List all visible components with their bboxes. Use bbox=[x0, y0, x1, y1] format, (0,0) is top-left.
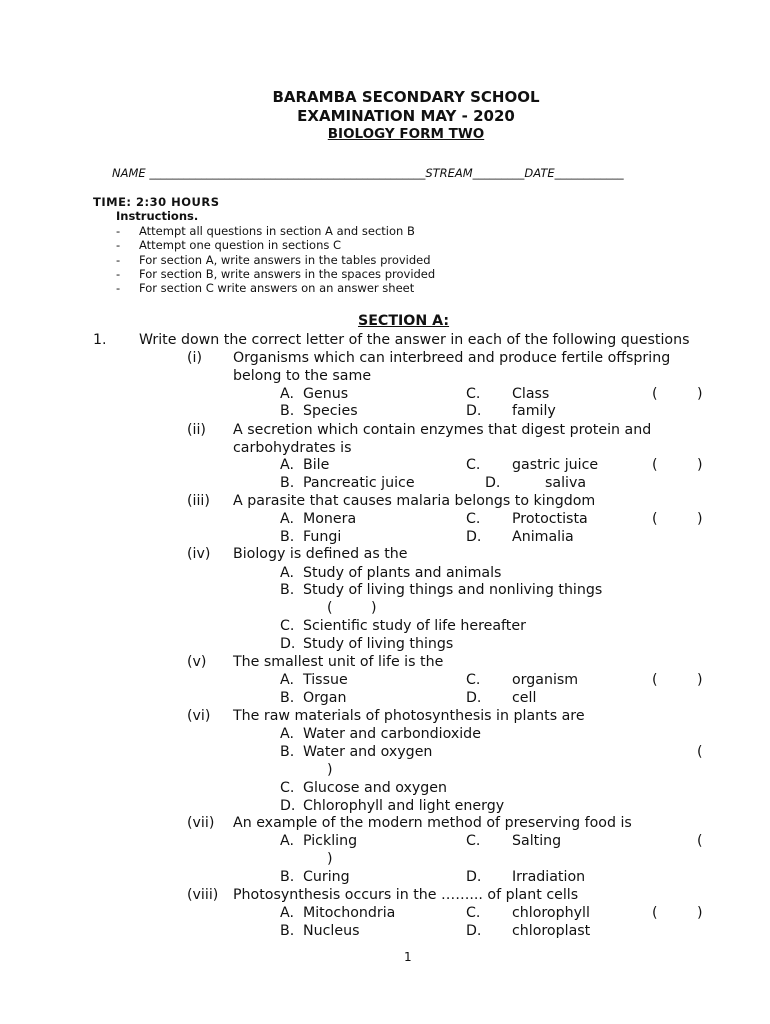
item-stem: carbohydrates is bbox=[233, 440, 352, 456]
option-text: Study of living things and nonliving things bbox=[303, 582, 603, 598]
instruction-item: For section B, write answers in the spaces provided bbox=[139, 267, 436, 281]
item-stem: Photosynthesis occurs in the ……... of plant cells bbox=[233, 887, 579, 903]
option-letter: D. bbox=[466, 529, 482, 545]
answer-paren-open: ( bbox=[652, 386, 658, 402]
option-text: Fungi bbox=[303, 529, 342, 545]
option-letter: C. bbox=[466, 905, 481, 921]
answer-paren-open: ( bbox=[697, 833, 703, 849]
instruction-bullet: - bbox=[116, 281, 121, 295]
option-letter: C. bbox=[466, 833, 481, 849]
option-letter: A. bbox=[280, 565, 294, 581]
item-stem: A parasite that causes malaria belongs to kingdom bbox=[233, 493, 596, 509]
item-stem: belong to the same bbox=[233, 368, 372, 384]
item-stem: The smallest unit of life is the bbox=[233, 654, 444, 670]
option-text: Pancreatic juice bbox=[303, 475, 415, 491]
instruction-bullet: - bbox=[116, 267, 121, 281]
option-letter: B. bbox=[280, 403, 295, 419]
exam-title: EXAMINATION MAY - 2020 bbox=[297, 107, 515, 125]
instructions-title: Instructions. bbox=[116, 209, 199, 223]
option-letter: D. bbox=[466, 923, 482, 939]
option-letter: D. bbox=[280, 798, 296, 814]
instruction-item: Attempt all questions in section A and section B bbox=[139, 224, 415, 238]
school-name: BARAMBA SECONDARY SCHOOL bbox=[272, 88, 540, 106]
page-number: 1 bbox=[404, 950, 412, 964]
option-text: family bbox=[512, 403, 556, 419]
option-letter: D. bbox=[466, 690, 482, 706]
item-number: (ii) bbox=[187, 422, 206, 438]
item-stem: An example of the modern method of preserving food is bbox=[233, 815, 632, 831]
name-stream-date-line: NAME ________________________________________________STREAM_________DATE____________ bbox=[112, 166, 624, 180]
answer-paren-close: ) bbox=[697, 905, 703, 921]
option-text: Scientific study of life hereafter bbox=[303, 618, 526, 634]
option-letter: A. bbox=[280, 672, 294, 688]
option-text: Organ bbox=[303, 690, 347, 706]
instruction-bullet: - bbox=[116, 224, 121, 238]
option-text: Animalia bbox=[512, 529, 574, 545]
option-text: chlorophyll bbox=[512, 905, 590, 921]
item-number: (vi) bbox=[187, 708, 211, 724]
instruction-bullet: - bbox=[116, 238, 121, 252]
option-text: Water and carbondioxide bbox=[303, 726, 481, 742]
item-stem: A secretion which contain enzymes that digest protein and bbox=[233, 422, 652, 438]
question-number: 1. bbox=[93, 332, 107, 348]
answer-paren-open: ( bbox=[652, 511, 658, 527]
answer-paren-open: ( bbox=[652, 457, 658, 473]
answer-paren-close: ) bbox=[327, 762, 333, 778]
question-text: Write down the correct letter of the answer in each of the following questions bbox=[139, 332, 690, 348]
answer-paren-open: ( bbox=[652, 905, 658, 921]
answer-paren-close: ) bbox=[697, 672, 703, 688]
option-letter: C. bbox=[466, 511, 481, 527]
option-letter: B. bbox=[280, 582, 295, 598]
instruction-item: For section A, write answers in the tables provided bbox=[139, 253, 431, 267]
item-number: (iii) bbox=[187, 493, 210, 509]
option-letter: C. bbox=[466, 457, 481, 473]
subject-title: BIOLOGY FORM TWO bbox=[327, 126, 485, 142]
option-text: Water and oxygen bbox=[303, 744, 433, 760]
option-text: Species bbox=[303, 403, 358, 419]
option-letter: A. bbox=[280, 833, 294, 849]
instruction-item: Attempt one question in sections C bbox=[139, 238, 342, 252]
item-number: (i) bbox=[187, 350, 203, 366]
option-letter: D. bbox=[466, 869, 482, 885]
option-text: gastric juice bbox=[512, 457, 599, 473]
option-letter: A. bbox=[280, 905, 294, 921]
option-letter: B. bbox=[280, 923, 295, 939]
item-stem: Organisms which can interbreed and produce fertile offspring bbox=[233, 350, 671, 366]
option-text: Salting bbox=[512, 833, 562, 849]
option-letter: B. bbox=[280, 869, 295, 885]
option-letter: B. bbox=[280, 744, 295, 760]
option-letter: D. bbox=[485, 475, 501, 491]
option-text: Bile bbox=[303, 457, 330, 473]
item-number: (vii) bbox=[187, 815, 215, 831]
time-allowed: TIME: 2:30 HOURS bbox=[93, 195, 220, 209]
item-stem: The raw materials of photosynthesis in plants are bbox=[233, 708, 585, 724]
instruction-bullet: - bbox=[116, 253, 121, 267]
option-letter: C. bbox=[466, 386, 481, 402]
option-text: Glucose and oxygen bbox=[303, 780, 448, 796]
option-text: organism bbox=[512, 672, 579, 688]
option-letter: A. bbox=[280, 457, 294, 473]
instruction-item: For section C write answers on an answer sheet bbox=[139, 281, 415, 295]
option-text: Mitochondria bbox=[303, 905, 396, 921]
answer-paren-open: ( bbox=[652, 672, 658, 688]
option-text: cell bbox=[512, 690, 537, 706]
option-letter: C. bbox=[280, 618, 295, 634]
option-text: Chlorophyll and light energy bbox=[303, 798, 505, 814]
option-text: Protoctista bbox=[512, 511, 588, 527]
option-letter: B. bbox=[280, 529, 295, 545]
item-number: (iv) bbox=[187, 546, 211, 562]
option-letter: B. bbox=[280, 690, 295, 706]
option-text: Study of plants and animals bbox=[303, 565, 502, 581]
option-text: Pickling bbox=[303, 833, 358, 849]
option-letter: A. bbox=[280, 511, 294, 527]
option-text: saliva bbox=[545, 475, 587, 491]
option-text: Nucleus bbox=[303, 923, 360, 939]
answer-paren-close: ) bbox=[697, 511, 703, 527]
answer-paren-close: ) bbox=[371, 600, 377, 616]
answer-paren-open: ( bbox=[697, 744, 703, 760]
option-letter: D. bbox=[280, 636, 296, 652]
section-a-title: SECTION A: bbox=[358, 313, 450, 329]
option-letter: D. bbox=[466, 403, 482, 419]
answer-paren-close: ) bbox=[327, 851, 333, 867]
option-letter: A. bbox=[280, 726, 294, 742]
option-text: Study of living things bbox=[303, 636, 454, 652]
option-text: chloroplast bbox=[512, 923, 591, 939]
answer-paren-open: ( bbox=[327, 600, 333, 616]
answer-paren-close: ) bbox=[697, 457, 703, 473]
option-text: Class bbox=[512, 386, 550, 402]
option-letter: A. bbox=[280, 386, 294, 402]
option-letter: C. bbox=[466, 672, 481, 688]
option-text: Irradiation bbox=[512, 869, 586, 885]
option-letter: B. bbox=[280, 475, 295, 491]
item-number: (v) bbox=[187, 654, 207, 670]
option-text: Genus bbox=[303, 386, 349, 402]
item-stem: Biology is defined as the bbox=[233, 546, 408, 562]
option-text: Tissue bbox=[303, 672, 348, 688]
option-letter: C. bbox=[280, 780, 295, 796]
item-number: (viii) bbox=[187, 887, 219, 903]
option-text: Monera bbox=[303, 511, 357, 527]
option-text: Curing bbox=[303, 869, 350, 885]
answer-paren-close: ) bbox=[697, 386, 703, 402]
